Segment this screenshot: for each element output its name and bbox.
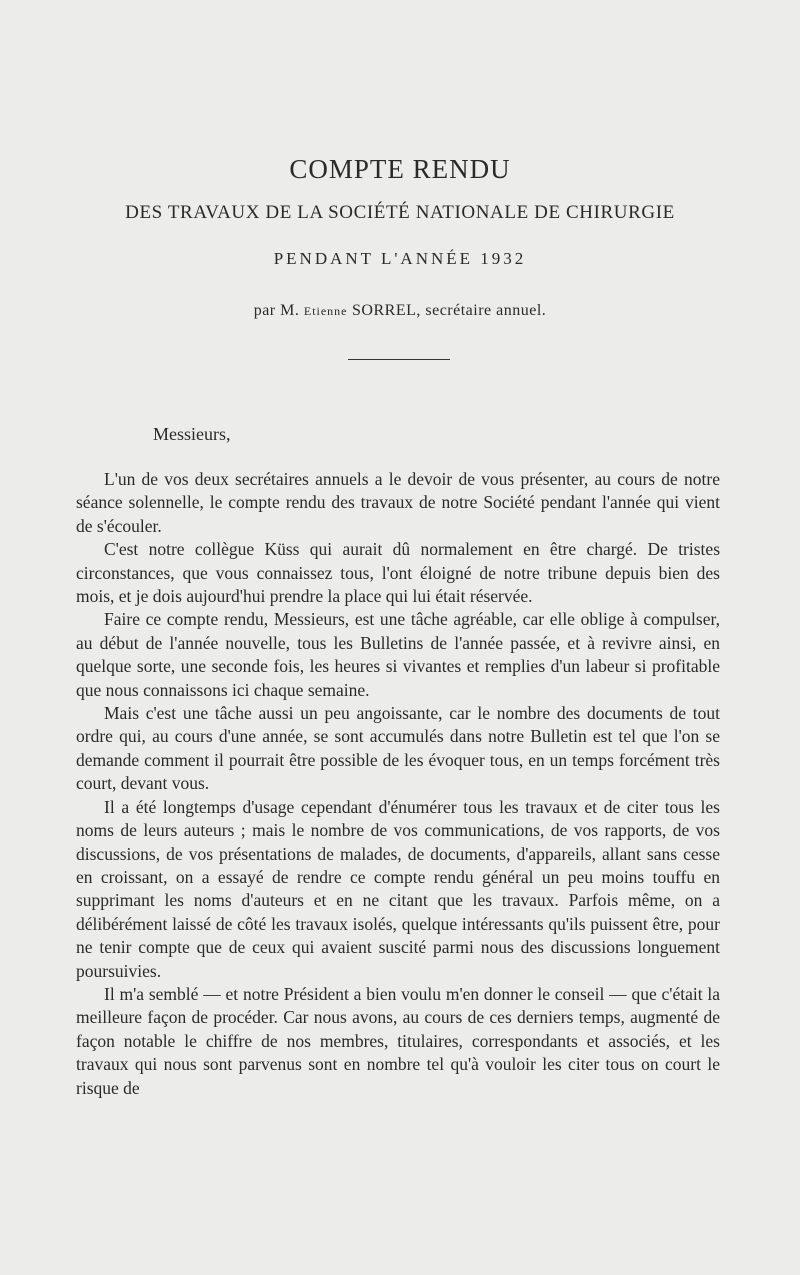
page-title: COMPTE RENDU: [289, 154, 511, 184]
page-subtitle: DES TRAVAUX DE LA SOCIÉTÉ NATIONALE DE CHIRURGIE: [125, 202, 675, 223]
byline-prefix: par M.: [253, 302, 300, 319]
byline-suffix: , secrétaire annuel.: [416, 302, 547, 319]
salutation: Messieurs,: [153, 424, 231, 444]
paragraph: Mais c'est une tâche aussi un peu angoissante, car le nombre des documents de tout ordre qui, au cours d'une année, se sont accumulés dans notre Bulletin est tel que l'on se demande comment il pourrait être possible de les évoquer tous, en un temps forcément très court, devant vous.: [76, 703, 720, 794]
year-line: PENDANT L'ANNÉE 1932: [273, 249, 527, 268]
divider: [348, 359, 450, 360]
paragraph: Il m'a semblé — et notre Président a bien voulu m'en donner le conseil — que c'était la meilleure façon de procéder. Car nous avons, au cours de ces derniers temps, augmenté de façon notable le chiffre de nos membres, titulaires, correspondants et associés, et les travaux qui nous sont parvenus sont en nombre tel qu'à vouloir les citer tous on court le risque de: [76, 983, 720, 1098]
paragraph: Il a été longtemps d'usage cependant d'énumérer tous les travaux et de citer tous les noms de leurs auteurs ; mais le nombre de vos communications, de vos rapports, de vos discussions, de vos présentations de malades, de documents, d'appareils, allant sans cesse en croissant, on a essayé de rendre ce compte rendu général un peu moins touffu en supprimant les noms d'auteurs et en ne citant que les travaux. Parfois même, on a délibérément laissé de côté les travaux isolés, quelque intéressants qu'ils puissent être, pour ne tenir compte que de ceux qui avaient suscité parmi nous des discussions longuement poursuivies.: [76, 796, 720, 981]
author-last-name: SORREL: [352, 302, 417, 319]
paragraph: L'un de vos deux secrétaires annuels a le devoir de vous présenter, au cours de notre séance solennelle, le compte rendu des travaux de notre Société pendant l'année qui vient de s'écouler.: [76, 469, 720, 536]
body-text: [76, 468, 720, 1100]
author-first-name: Etienne: [303, 304, 348, 318]
byline: [0, 302, 800, 320]
paragraph: C'est notre collègue Küss qui aurait dû normalement en être chargé. De tristes circonstances, que vous connaissez tous, l'ont éloigné de notre tribune depuis bien des mois, et je dois aujourd'hui prendre la place qui lui était réservée.: [76, 539, 720, 607]
paragraph: Faire ce compte rendu, Messieurs, est une tâche agréable, car elle oblige à compulser, au début de l'année nouvelle, tous les Bulletins de l'année passée, et à revivre ainsi, en quelque sorte, une seconde fois, les heures si vivantes et remplies d'un labeur si profitable que nous connaissons ici chaque semaine.: [76, 609, 720, 700]
